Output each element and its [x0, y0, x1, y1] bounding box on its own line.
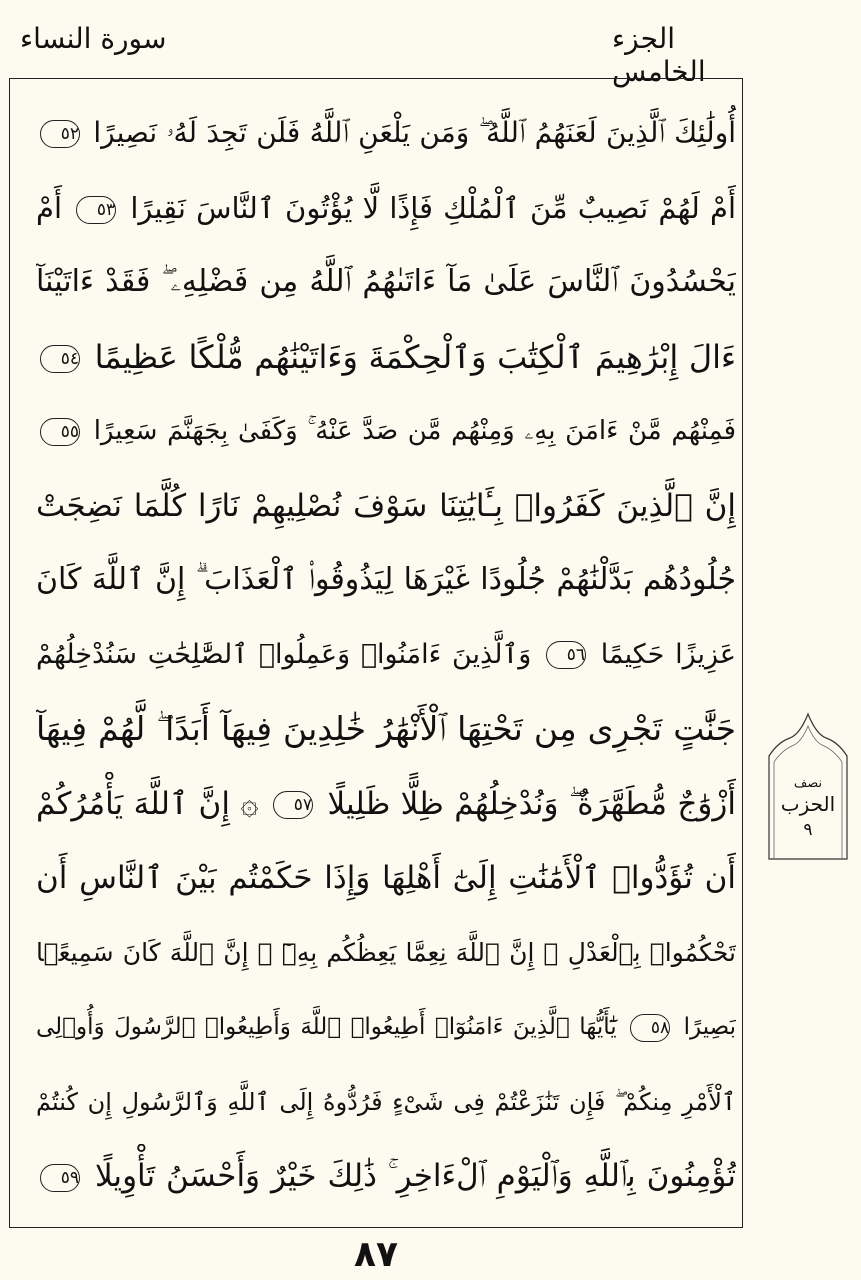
verse-text: ٱلْأَمْرِ مِنكُمْ ۖ فَإِن تَنَٰزَعْتُمْ فِى شَىْءٍ فَرُدُّوهُ إِلَى ٱللَّهِ وَٱلرَّسُولِ إِن كُنتُمْ — [36, 1087, 736, 1116]
verse-line — [36, 846, 736, 910]
ayah-number-marker: ٥٤ — [40, 345, 80, 373]
verse-line — [36, 623, 736, 687]
verse-line — [36, 995, 736, 1059]
verse-text: تَحْكُمُوا۟ بِٱلْعَدْلِ ۚ إِنَّ ٱللَّهَ نِعِمَّا يَعِظُكُم بِهِۦٓ ۗ إِنَّ ٱللَّهَ كَانَ سَمِيعًۢا — [36, 937, 736, 967]
verse-line — [36, 250, 736, 314]
verse-text: أَزْوَٰجٌ مُّطَهَّرَةٌ ۖ وَنُدْخِلُهُمْ ظِلًّا ظَلِيلًا — [327, 785, 736, 822]
verse-line — [36, 697, 736, 761]
juz-title: الجزء الخامس — [612, 22, 706, 88]
ayah-number-marker: ٥٦ — [546, 641, 586, 669]
verse-line — [36, 921, 736, 985]
ayah-number-marker: ٥٣ — [76, 196, 116, 224]
verse-line — [36, 399, 736, 463]
ayah-number-marker: ٥٥ — [40, 418, 80, 446]
page-frame — [9, 78, 743, 1228]
ayah-number-marker: ٥٩ — [40, 1164, 80, 1192]
verse-text-continuation: وَٱلَّذِينَ ءَامَنُوا۟ وَعَمِلُوا۟ ٱلصَّٰلِحَٰتِ سَنُدْخِلُهُمْ — [36, 638, 532, 670]
ayah-number-marker: ٥٢ — [40, 120, 80, 148]
verse-text-continuation: يَٰٓأَيُّهَا ٱلَّذِينَ ءَامَنُوٓا۟ أَطِيعُوا۟ ٱللَّهَ وَأَطِيعُوا۟ ٱلرَّسُولَ وَأُو۟لِى — [36, 1014, 617, 1040]
ayah-number-marker: ٥٨ — [630, 1014, 670, 1042]
verse-text-continuation: ۞ إِنَّ ٱللَّهَ يَأْمُرُكُمْ — [36, 785, 259, 822]
verse-line — [36, 474, 736, 538]
verse-text: جَنَّٰتٍ تَجْرِى مِن تَحْتِهَا ٱلْأَنْهَٰرُ خَٰلِدِينَ فِيهَآ أَبَدًا ۖ لَّهُمْ فِيهَآ — [36, 709, 736, 748]
verse-text: أَن تُؤَدُّوا۟ ٱلْأَمَٰنَٰتِ إِلَىٰٓ أَهْلِهَا وَإِذَا حَكَمْتُم بَيْنَ ٱلنَّاسِ أَن — [36, 860, 736, 896]
verse-text: عَزِيزًا حَكِيمًا — [600, 638, 736, 670]
ayah-number-marker: ٥٧ — [273, 791, 313, 819]
hizb-number: ٩ — [803, 820, 813, 840]
verse-text-continuation: أَمْ — [36, 190, 63, 225]
hizb-half-label: نصف — [793, 776, 823, 791]
verse-line — [36, 101, 736, 165]
verse-line — [36, 325, 736, 389]
verse-text: أَمْ لَهُمْ نَصِيبٌ مِّنَ ٱلْمُلْكِ فَإِذًا لَّا يُؤْتُونَ ٱلنَّاسَ نَقِيرًا — [130, 190, 736, 225]
verse-text: فَمِنْهُم مَّنْ ءَامَنَ بِهِۦ وَمِنْهُم مَّن صَدَّ عَنْهُ ۚ وَكَفَىٰ بِجَهَنَّمَ سَعِيرًا — [93, 416, 736, 446]
verse-text: أُولَٰئِكَ ٱلَّذِينَ لَعَنَهُمُ ٱللَّهُ ۖ وَمَن يَلْعَنِ ٱللَّهُ فَلَن تَجِدَ لَهُۥ نَصِيرًا — [93, 116, 736, 149]
hizb-label: الحزب — [780, 792, 836, 816]
surah-title: سورة النساء — [20, 22, 167, 55]
verse-text: تُؤْمِنُونَ بِٱللَّهِ وَٱلْيَوْمِ ٱلْءَاخِرِ ۚ ذَٰلِكَ خَيْرٌ وَأَحْسَنُ تَأْوِيلًا — [94, 1158, 736, 1194]
verse-text: بَصِيرًا — [683, 1014, 736, 1040]
verse-line — [36, 1070, 736, 1134]
page-number: ٨٧ — [354, 1234, 398, 1275]
verse-line — [36, 176, 736, 240]
verse-line — [36, 1144, 736, 1208]
verse-line — [36, 548, 736, 612]
verse-text: ءَالَ إِبْرَٰهِيمَ ٱلْكِتَٰبَ وَٱلْحِكْمَةَ وَءَاتَيْنَٰهُم مُّلْكًا عَظِيمًا — [94, 337, 736, 376]
verse-text: يَحْسُدُونَ ٱلنَّاسَ عَلَىٰ مَآ ءَاتَىٰهُمُ ٱللَّهُ مِن فَضْلِهِۦ ۖ فَقَدْ ءَاتَيْنَآ — [36, 264, 736, 299]
verse-line — [36, 772, 736, 836]
verse-text: إِنَّ ٱلَّذِينَ كَفَرُوا۟ بِـَٔايَٰتِنَا سَوْفَ نُصْلِيهِمْ نَارًا كُلَّمَا نَضِجَتْ — [36, 487, 736, 524]
verse-text: جُلُودُهُم بَدَّلْنَٰهُمْ جُلُودًا غَيْرَهَا لِيَذُوقُوا۟ ٱلْعَذَابَ ۗ إِنَّ ٱللَّهَ كَانَ — [36, 562, 736, 597]
hizb-marker — [768, 712, 848, 860]
